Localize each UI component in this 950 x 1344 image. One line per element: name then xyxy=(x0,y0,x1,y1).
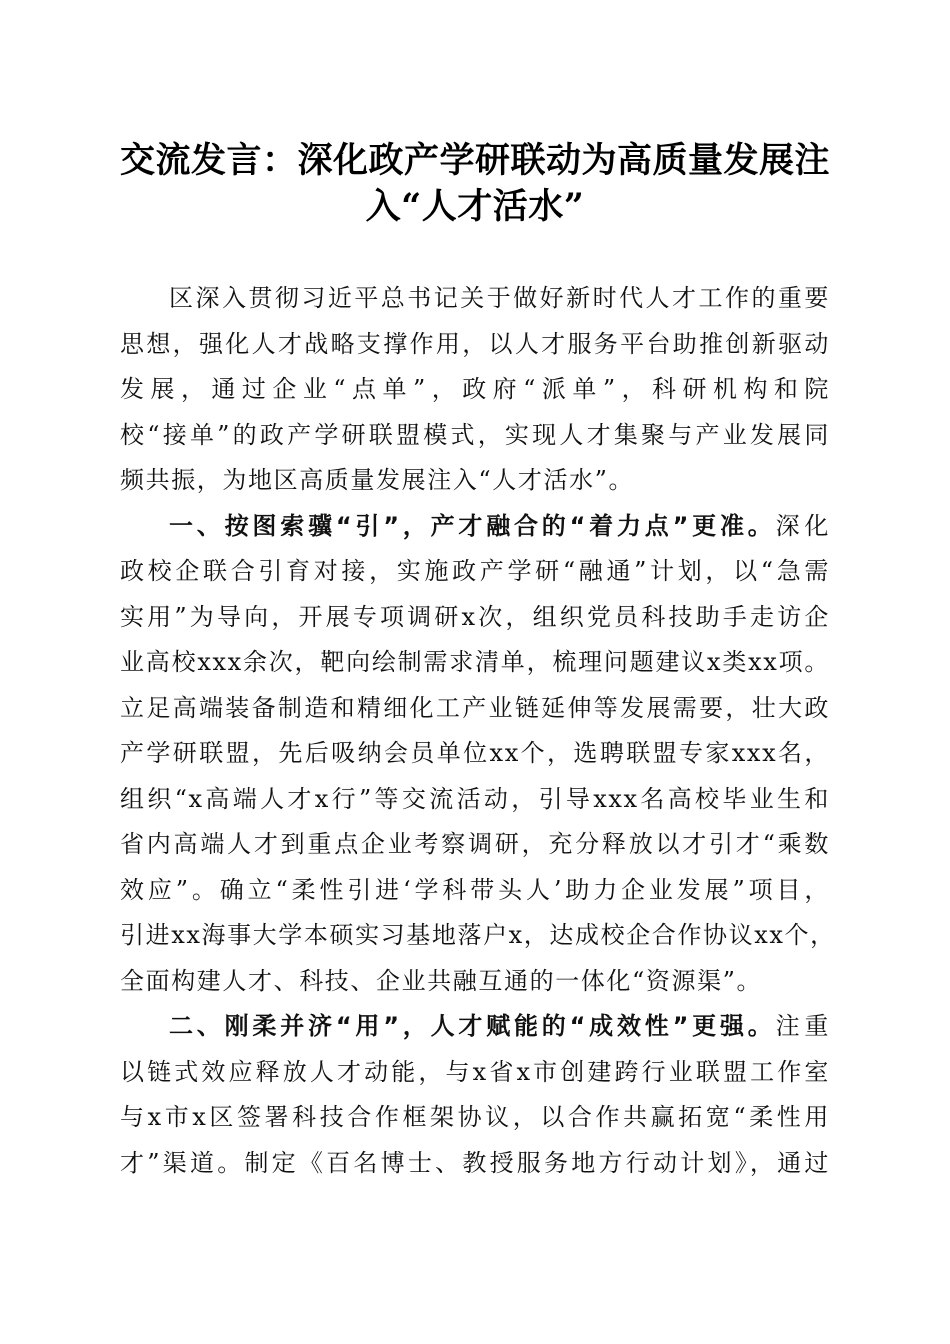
section-2-paragraph xyxy=(120,1004,830,1186)
text-line: 才”渠道。制定《百名博士、教授服务地方行动计划》，通过 xyxy=(120,1148,830,1177)
text-line: 实用”为导向，开展专项调研x次，组织党员科技助手走访企 xyxy=(120,602,830,631)
text-line: 政校企联合引育对接，实施政产学研“融通”计划，以“急需 xyxy=(120,557,830,585)
section-2-heading: 二、刚柔并济“用”，人才赋能的“成效性”更强。 xyxy=(169,1012,776,1040)
text-line: 引进xx海事大学本硕实习基地落户x，达成校企合作协议xx个， xyxy=(120,921,836,949)
text-line: 校“接单”的政产学研联盟模式，实现人才集聚与产业发展同 xyxy=(120,420,830,449)
section-1-first-line-rest: 深化 xyxy=(775,511,830,540)
text-line: 频共振，为地区高质量发展注入“人才活水”。 xyxy=(120,466,635,494)
section-1-heading: 一、按图索骥“引”，产才融合的“着力点”更准。 xyxy=(169,511,776,540)
text-line: 以链式效应释放人才动能，与x省x市创建跨行业联盟工作室 xyxy=(120,1057,830,1086)
text-line: 区深入贯彻习近平总书记关于做好新时代人才工作的重要 xyxy=(169,284,830,312)
text-line: 思想，强化人才战略支撑作用，以人才服务平台助推创新驱动 xyxy=(120,329,830,358)
title-line-2: 入“人才活水” xyxy=(365,186,585,227)
intro-paragraph xyxy=(120,276,830,504)
section-1-paragraph xyxy=(120,504,836,1005)
document-body xyxy=(120,276,836,1186)
section-1-first-line xyxy=(120,504,830,550)
text-line: 发展，通过企业“点单”，政府“派单”，科研机构和院 xyxy=(120,375,830,403)
text-line: 效应”。确立“柔性引进‘学科带头人’助力企业发展”项目， xyxy=(120,875,830,904)
section-2-first-line xyxy=(120,1004,830,1050)
section-2-first-line-rest: 注重 xyxy=(775,1012,830,1040)
text-line: 全面构建人才、科技、企业共融互通的一体化“资源渠”。 xyxy=(120,966,763,995)
document-title xyxy=(112,138,838,230)
text-line: 组织“x高端人才x行”等交流活动，引导xxx名高校毕业生和 xyxy=(120,784,830,813)
text-line: 与x市x区签署科技合作框架协议，以合作共赢拓宽“柔性用 xyxy=(120,1103,830,1131)
text-line: 省内高端人才到重点企业考察调研，充分释放以才引才“乘数 xyxy=(120,830,830,858)
text-line: 业高校xxx余次，靶向绘制需求清单，梳理问题建议x类xx项。 xyxy=(120,648,830,676)
text-line: 产学研联盟，先后吸纳会员单位xx个，选聘联盟专家xxx名， xyxy=(120,739,830,767)
text-line: 立足高端装备制造和精细化工产业链延伸等发展需要，壮大政 xyxy=(120,693,830,722)
title-line-1: 交流发言：深化政产学研联动为高质量发展注 xyxy=(119,140,830,181)
